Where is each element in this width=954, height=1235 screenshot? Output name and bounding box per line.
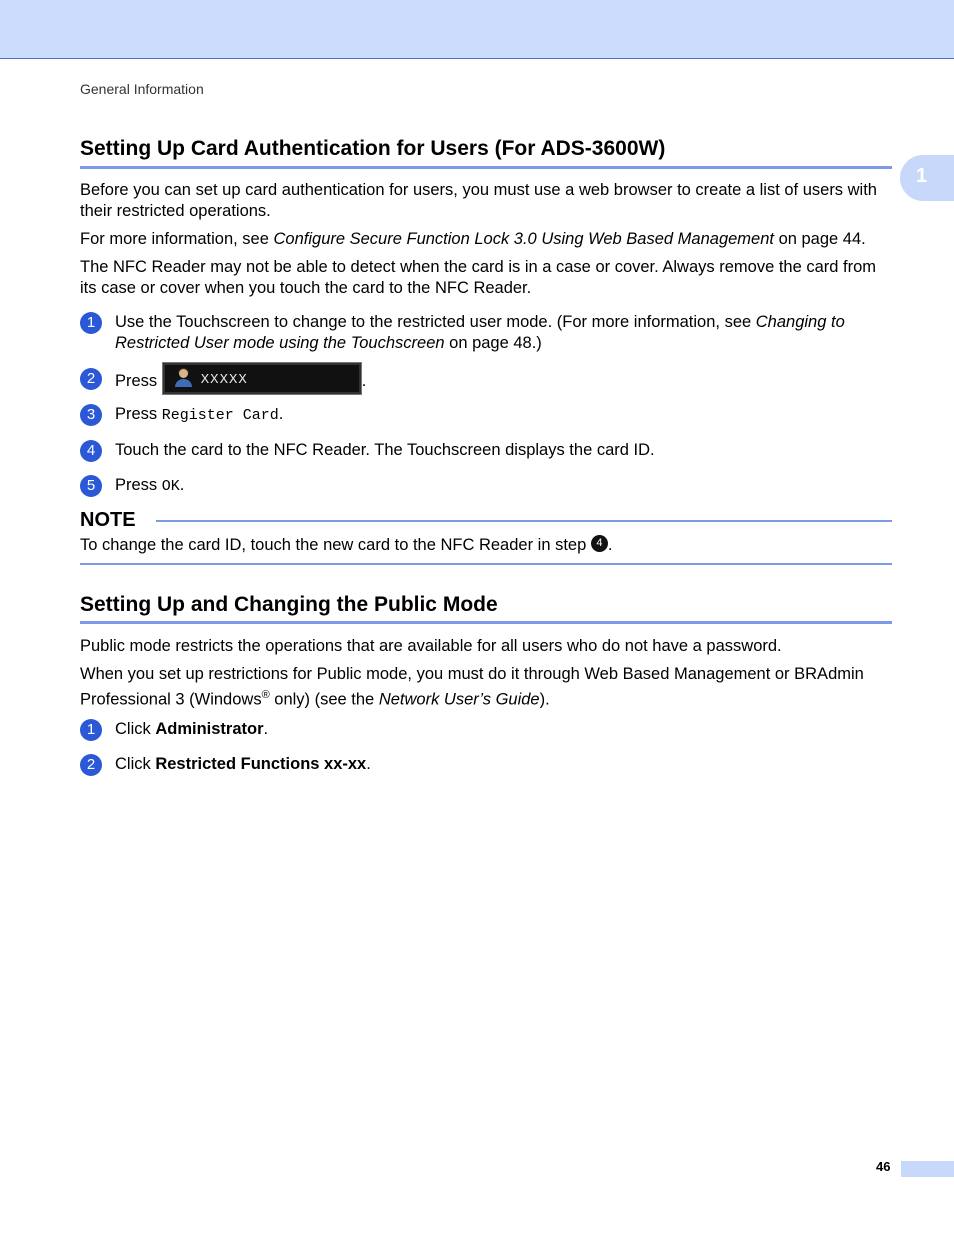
text: . — [607, 536, 613, 554]
section-rule — [80, 621, 892, 624]
administrator-label: Administrator — [155, 720, 264, 738]
step-number-icon: 2 — [80, 754, 102, 776]
text: ). — [539, 690, 550, 708]
text: Click — [115, 755, 156, 773]
registered-mark: ® — [261, 688, 270, 701]
chapter-number: 1 — [916, 165, 928, 187]
note-bottom-rule — [80, 563, 892, 565]
text: For more information, see — [80, 230, 274, 248]
paragraph-public-mode: Public mode restricts the operations that are available for all users who do not have a password. — [80, 637, 782, 655]
step-text — [115, 404, 892, 427]
text: Use the Touchscreen to change to the restricted user mode. (For more information, see — [115, 313, 756, 331]
paragraph-nfc-note: The NFC Reader may not be able to detect when the card is in a case or cover. Always remove the card from its case or cover when you touch the card to the NFC Reader. — [80, 258, 877, 297]
step-text — [115, 475, 892, 498]
step-text — [115, 719, 892, 740]
text: Press — [115, 405, 162, 423]
cross-reference: Network User’s Guide — [378, 690, 540, 708]
step-text — [115, 312, 892, 353]
restricted-functions-label: Restricted Functions xx-xx — [155, 755, 367, 773]
paragraph-more-info — [80, 229, 892, 250]
note-title: NOTE — [80, 509, 136, 531]
step-reference-icon: 4 — [591, 535, 608, 552]
section-rule — [80, 166, 892, 169]
user-button-image — [162, 362, 362, 395]
user-avatar-icon — [175, 369, 191, 387]
paragraph-restrictions — [80, 664, 892, 710]
cross-reference: Configure Secure Function Lock 3.0 Using Web Based Management — [273, 230, 774, 248]
chapter-tab — [900, 155, 954, 201]
top-header-band — [0, 0, 954, 59]
step-number-icon: 1 — [80, 312, 102, 334]
text: Click — [115, 720, 156, 738]
text: When you set up restrictions for Public mode, you must do it through Web Based Management or BRAdmin Professional 3 (Windows — [80, 665, 864, 708]
register-card-key: Register Card — [161, 407, 279, 424]
text: on page 44. — [773, 230, 866, 248]
breadcrumb: General Information — [80, 81, 204, 97]
text: . — [366, 755, 371, 773]
text: . — [361, 371, 367, 390]
step-number-icon: 2 — [80, 368, 102, 390]
page-number-bar — [901, 1161, 954, 1177]
text: on page 48.) — [444, 333, 542, 352]
step-text — [115, 754, 892, 775]
step-number-icon: 5 — [80, 475, 102, 497]
step-number-icon: 3 — [80, 404, 102, 426]
text: Press — [115, 476, 162, 494]
section-title-public-mode: Setting Up and Changing the Public Mode — [80, 593, 498, 616]
paragraph-intro: Before you can set up card authentication for users, you must use a web browser to create a list of users with their restricted operations. — [80, 181, 877, 220]
text: Press — [115, 371, 162, 390]
step-number-icon: 1 — [80, 719, 102, 741]
text: . — [179, 476, 185, 494]
ok-key: OK — [161, 478, 180, 495]
cross-reference: Changing to Restricted User mode using the Touchscreen — [115, 313, 845, 352]
step-text — [115, 368, 892, 395]
text: To change the card ID, touch the new card to the NFC Reader in step — [80, 536, 591, 554]
text: . — [278, 405, 284, 423]
text: . — [263, 720, 269, 738]
step-text: Touch the card to the NFC Reader. The Touchscreen displays the card ID. — [115, 441, 655, 459]
text: only) (see the — [269, 690, 379, 708]
page-number: 46 — [876, 1159, 891, 1174]
note-text — [80, 535, 892, 556]
note-rule — [156, 520, 892, 522]
step-number-icon: 4 — [80, 440, 102, 462]
section-title-card-authentication: Setting Up Card Authentication for Users (For ADS-3600W) — [80, 137, 666, 160]
user-name-label: XXXXX — [200, 372, 248, 388]
